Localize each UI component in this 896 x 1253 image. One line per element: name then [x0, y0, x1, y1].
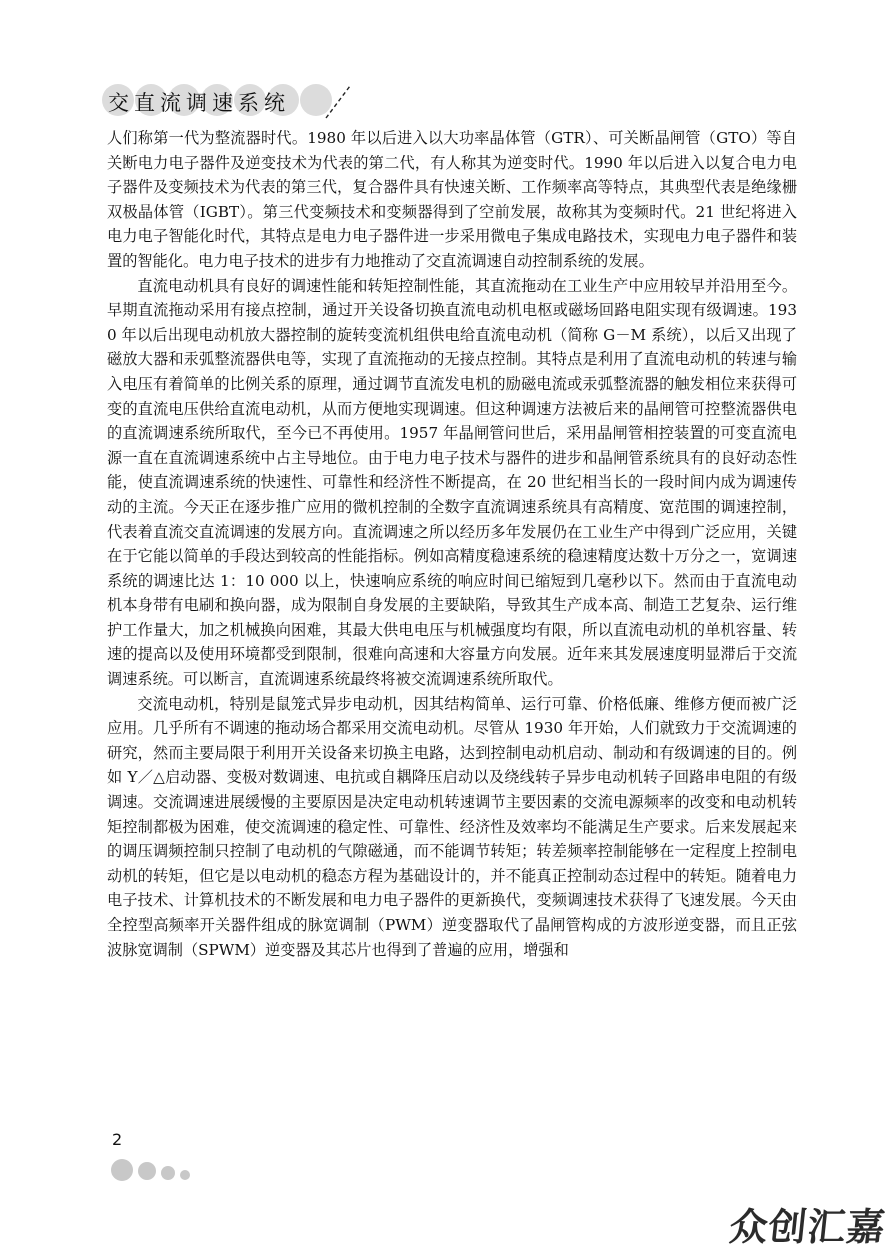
- paragraph-2: 直流电动机具有良好的调速性能和转矩控制性能，其直流拖动在工业生产中应用较早并沿用至今。早期直流拖动采用有接点控制，通过开关设备切换直流电动机电枢或磁场回路电阻实现有级调速。1930 年以后出现电动机放大器控制的旋转变流机组供电给直流电动机（简称 G－M 系统），以后又出现了磁放大器和汞弧整流器供电等，实现了直流拖动的无接点控制。其特点是利用了直流电动机的转速与输入电压有着简单的比例关系的原理，通过调节直流发电机的励磁电流或汞弧整流器的触发相位来获得可变的直流电压供给直流电动机，从而方便地实现调速。但这种调速方法被后来的晶闸管可控整流器供电的直流调速系统所取代，至今已不再使用。1957 年晶闸管问世后，采用晶闸管相控装置的可变直流电源一直在直流调速系统中占主导地位。由于电力电子技术与器件的进步和晶闸管系统具有的良好动态性能，使直流调速系统的快速性、可靠性和经济性不断提高，在 20 世纪相当长的一段时间内成为调速传动的主流。今天正在逐步推广应用的微机控制的全数字直流调速系统具有高精度、宽范围的调速控制，代表着直流交直流调速的发展方向。直流调速之所以经历多年发展仍在工业生产中得到广泛应用，关键在于它能以简单的手段达到较高的性能指标。例如高精度稳速系统的稳速精度达数十万分之一，宽调速系统的调速比达 1：10 000 以上，快速响应系统的响应时间已缩短到几毫秒以下。然而由于直流电动机本身带有电刷和换向器，成为限制自身发展的主要缺陷，导致其生产成本高、制造工艺复杂、运行维护工作量大，加之机械换向困难，其最大供电电压与机械强度均有限，所以直流电动机的单机容量、转速的提高以及使用环境都受到限制，很难向高速和大容量方向发展。近年来其发展速度明显滞后于交流调速系统。可以断言，直流调速系统最终将被交流调速系统所取代。: [107, 276, 797, 689]
- paragraph-3: 交流电动机，特别是鼠笼式异步电动机，因其结构简单、运行可靠、价格低廉、维修方便而被广泛应用。几乎所有不调速的拖动场合都采用交流电动机。尽管从 1930 年开始，人们就致力于交流调速的研究，然而主要局限于利用开关设备来切换主电路，达到控制电动机启动、制动和有级调速的目的。例如 Y／△启动器、变极对数调速、电抗或自耦降压启动以及绕线转子异步电动机转子回路串电阻的有级调速。交流调速进展缓慢的主要原因是决定电动机转速调节主要因素的交流电源频率的改变和电动机转矩控制都极为困难，使交流调速的稳定性、可靠性、经济性及效率均不能满足生产要求。后来发展起来的调压调频控制只控制了电动机的气隙磁通，而不能调节转矩；转差频率控制能够在一定程度上控制电动机的转矩，但它是以电动机的稳态方程为基础设计的，并不能真正控制动态过程中的转矩。随着电力电子技术、计算机技术的不断发展和电力电子器件的更新换代，变频调速技术获得了飞速发展。今天由全控型高频率开关器件组成的脉宽调制（PWM）逆变器取代了晶闸管构成的方波形逆变器，而且正弦波脉宽调制（SPWM）逆变器及其芯片也得到了普遍的应用，增强和: [107, 694, 797, 959]
- watermark-logo: 众创汇嘉: [727, 1205, 888, 1249]
- footer-dot-pattern: [108, 1156, 208, 1184]
- page-number: 2: [112, 1130, 123, 1149]
- paragraph-1: 人们称第一代为整流器时代。1980 年以后进入以大功率晶体管（GTR）、可关断晶闸管（GTO）等自关断电力电子器件及逆变技术为代表的第二代，有人称其为逆变时代。1990 年以后进入以复合电力电子器件及变频技术为代表的第三代，复合器件具有快速关断、工作频率高等特点，其典型代表是绝缘栅双极晶体管（IGBT）。第三代变频技术和变频器得到了空前发展，故称其为变频时代。21 世纪将进入电力电子智能化时代，其特点是电力电子器件进一步采用微电子集成电路技术，实现电力电子器件和装置的智能化。电力电子技术的进步有力地推动了交直流调速自动控制系统的发展。: [107, 129, 797, 270]
- page-body: [107, 126, 797, 962]
- header-title: 交直流调速系统: [108, 91, 290, 115]
- header-slash-icon: [320, 82, 360, 122]
